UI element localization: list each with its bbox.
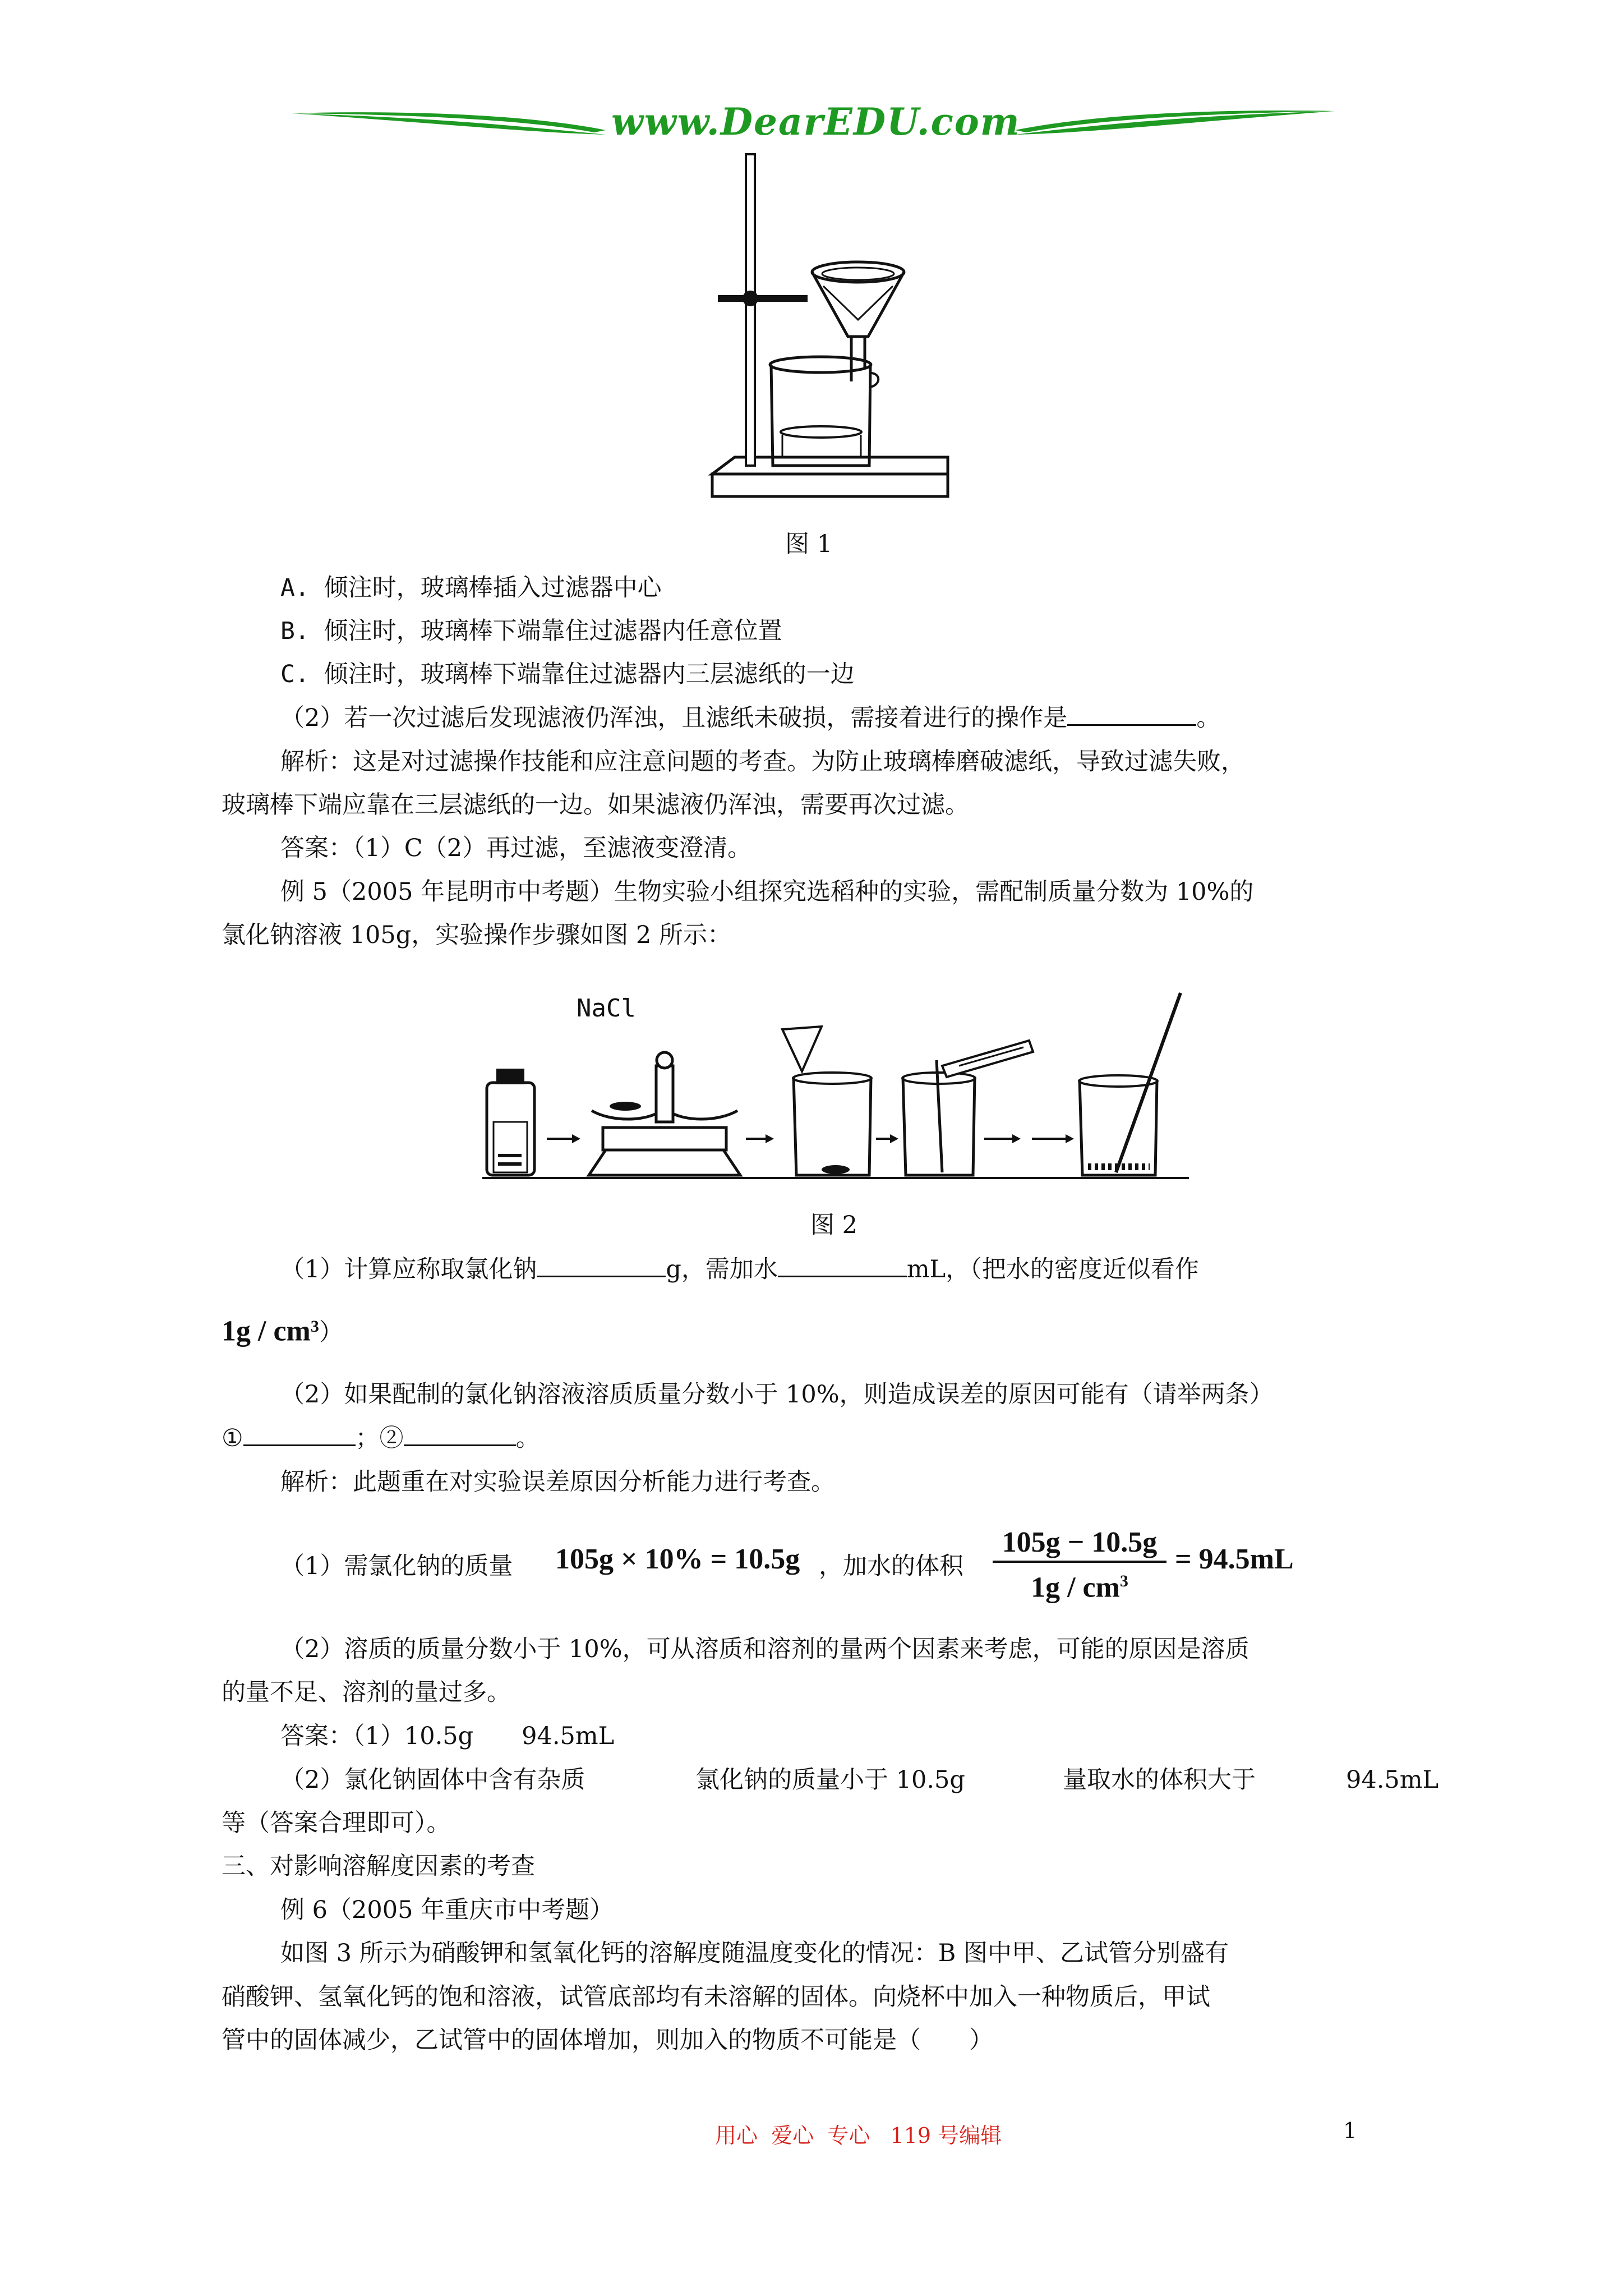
question-2-text: （2）若一次过滤后发现滤液仍浑浊，且滤纸未破损，需接着进行的操作是 xyxy=(280,704,1068,732)
question-2-end: 。 xyxy=(1196,704,1221,732)
density-unit xyxy=(222,1307,343,1352)
volume-fraction xyxy=(993,1526,1166,1605)
example-5-line2: 氯化钠溶液 105g，实验操作步骤如图 2 所示： xyxy=(222,921,731,949)
example-5-line1: 例 5（2005 年昆明市中考题）生物实验小组探究选稻种的实验，需配制质量分数为 10%的 xyxy=(280,878,1254,906)
answer-2-line1: 答案：（1）10.5g 94.5mL xyxy=(280,1722,615,1750)
example-6-title: 例 6（2005 年重庆市中考题） xyxy=(280,1896,614,1924)
density-unit-text: 1g / cm xyxy=(222,1315,311,1347)
nacl-label: NaCl xyxy=(577,994,636,1023)
e5-q1-text3: mL，（把水的密度近似看作 xyxy=(906,1255,1199,1283)
site-logo-text: www.DearEDU.com xyxy=(611,100,1021,144)
calc-mid: ，加水的体积 xyxy=(819,1552,963,1580)
figure1-filtration-apparatus xyxy=(701,151,959,510)
section-3-heading: 三、对影响溶解度因素的考查 xyxy=(222,1852,535,1880)
e5-question-2-line2 xyxy=(222,1421,540,1455)
calc-water-volume: = 94.5mL xyxy=(1175,1543,1294,1575)
option-b: B. 倾注时，玻璃棒下端靠住过滤器内任意位置 xyxy=(280,617,782,645)
header-banner xyxy=(292,95,1335,151)
analysis-1-line2: 玻璃棒下端应靠在三层滤纸的一边。如果滤液仍浑浊，需要再次过滤。 xyxy=(222,791,969,819)
answer-1: 答案：（1）C（2）再过滤，至滤液变澄清。 xyxy=(280,834,752,862)
figure2-preparation-steps xyxy=(477,987,1195,1189)
density-unit-close: ） xyxy=(319,1318,343,1347)
analysis-1-line1: 解析：这是对过滤操作技能和应注意问题的考查。为防止玻璃棒磨破滤纸，导致过滤失败， xyxy=(280,748,1245,776)
option-a: A. 倾注时，玻璃棒插入过滤器中心 xyxy=(280,574,662,602)
answer-2-a: （2）氯化钠固体中含有杂质 xyxy=(280,1766,585,1794)
explain-2-line1: （2）溶质的质量分数小于 10%，可从溶质和溶剂的量两个因素来考虑，可能的原因是溶质 xyxy=(280,1635,1249,1663)
explain-2-line2: 的量不足、溶剂的量过多。 xyxy=(222,1678,511,1706)
answer-blank xyxy=(1067,702,1196,726)
density-unit-sup: 3 xyxy=(310,1317,319,1336)
fraction-denominator: 1g / cm xyxy=(1031,1571,1120,1604)
page-number: 1 xyxy=(1343,2118,1357,2143)
reason-2-blank xyxy=(404,1422,516,1446)
reason-1-blank xyxy=(243,1422,356,1446)
question-2 xyxy=(280,701,1220,735)
analysis-2: 解析：此题重在对实验误差原因分析能力进行考查。 xyxy=(280,1468,835,1496)
e5-q2-end: 。 xyxy=(515,1424,540,1452)
circle-one: ① xyxy=(222,1424,243,1452)
calc-nacl-mass: 105g × 10% = 10.5g xyxy=(555,1543,800,1575)
circle-two: ；② xyxy=(355,1424,404,1452)
e5-q1-text2: g，需加水 xyxy=(666,1255,778,1283)
example-6-line1: 如图 3 所示为硝酸钾和氢氧化钙的溶解度随温度变化的情况：B 图中甲、乙试管分别盛有 xyxy=(280,1939,1229,1967)
example-6-line2: 硝酸钾、氢氧化钙的饱和溶液，试管底部均有未溶解的固体。向烧杯中加入一种物质后，甲试 xyxy=(222,1983,1210,2011)
e5-q1-text: （1）计算应称取氯化钠 xyxy=(280,1255,537,1283)
footer-text: 用心 爱心 专心 119 号编辑 xyxy=(715,2123,1002,2148)
answer-2-b: 氯化钠的质量小于 10.5g xyxy=(695,1766,965,1794)
fraction-numerator: 105g − 10.5g xyxy=(1002,1526,1158,1558)
calc-prefix: （1）需氯化钠的质量 xyxy=(280,1552,513,1580)
example-6-line3: 管中的固体减少，乙试管中的固体增加，则加入的物质不可能是（ ） xyxy=(222,2026,993,2054)
nacl-mass-blank xyxy=(537,1253,666,1277)
water-volume-blank xyxy=(778,1253,907,1277)
answer-2-c: 量取水的体积大于 xyxy=(1063,1766,1256,1794)
figure2-caption: 图 2 xyxy=(810,1211,858,1239)
e5-question-2-line1: （2）如果配制的氯化钠溶液溶质质量分数小于 10%，则造成误差的原因可能有（请举两条） xyxy=(280,1381,1274,1409)
fraction-denominator-sup: 3 xyxy=(1119,1572,1128,1590)
e5-question-1 xyxy=(280,1253,1199,1286)
option-c: C. 倾注时，玻璃棒下端靠住过滤器内三层滤纸的一边 xyxy=(280,660,855,688)
answer-2-d: 94.5mL xyxy=(1346,1766,1439,1794)
figure1-caption: 图 1 xyxy=(785,530,833,558)
answer-2-line3: 等（答案合理即可）。 xyxy=(222,1809,451,1837)
